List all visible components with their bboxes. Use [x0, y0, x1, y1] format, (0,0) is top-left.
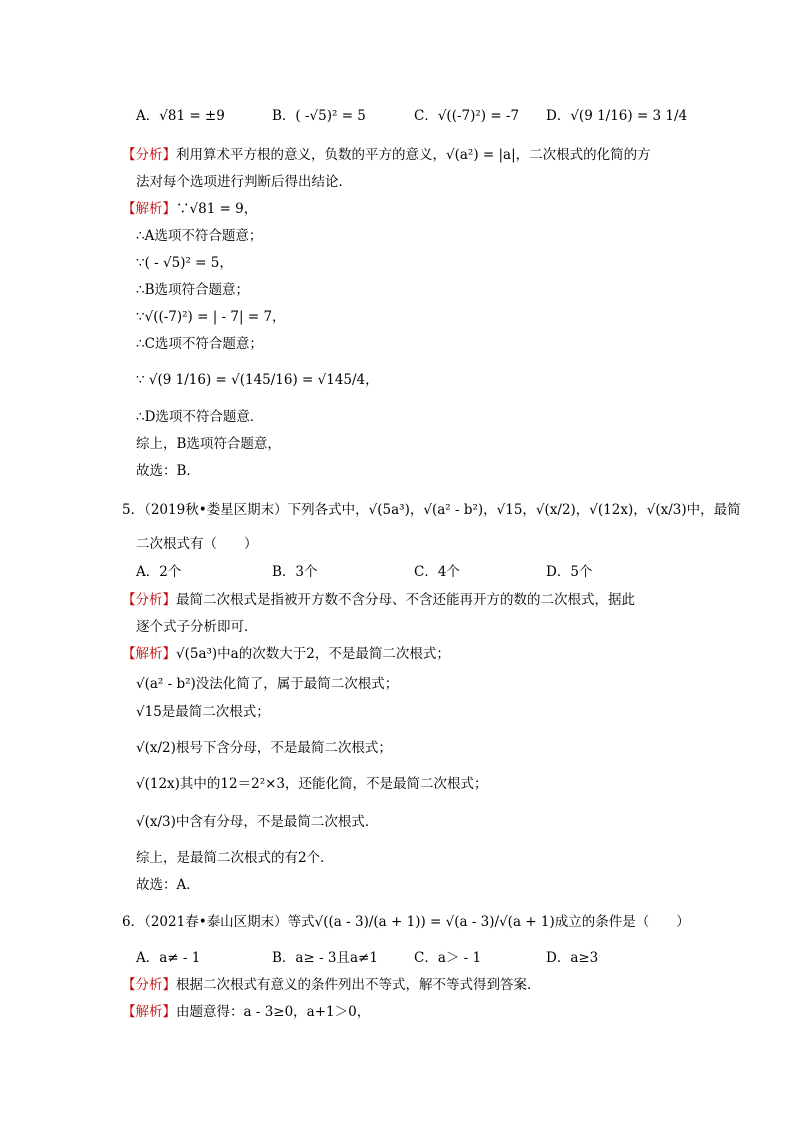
q5-title-line-2: 二次根式有（ ）	[136, 536, 258, 552]
q4-option-c: C．√((-7)²) = -7	[414, 108, 520, 124]
q5-option-b: B．3个	[272, 564, 318, 580]
q4-option-b: B．( -√5)² = 5	[272, 108, 366, 124]
q5-step-6: 综上，是最简二次根式的有2个．	[136, 850, 334, 866]
q4-step-3: ∴B选项符合题意；	[136, 282, 250, 298]
q4-option-d: D．√(9 1/16) = 3 1/4	[546, 108, 688, 124]
q5-step-7: 故选：A．	[136, 877, 200, 893]
q5-title-line-1: 5．（2019秋•娄星区期末）下列各式中，√(5a³)，√(a² - b²)，√15，√(x/2)，√(12x)，√(x/3)中，最简	[122, 502, 741, 518]
q4-step-5: ∴C选项不符合题意；	[136, 336, 263, 352]
q6-solution-line-1: 【解析】由题意得：a - 3≥0，a+1＞0，	[122, 1004, 371, 1020]
q6-option-c: C．a＞ - 1	[414, 950, 482, 966]
q5-step-2: √15是最简二次根式；	[136, 704, 270, 720]
q4-step-7: ∴D选项不符合题意．	[136, 409, 264, 425]
q5-option-c: C．4个	[414, 564, 460, 580]
q5-analysis-line-1: 【分析】最简二次根式是指被开方数不含分母、不含还能再开方的数的二次根式，据此	[122, 592, 635, 608]
q4-solution-line-1: 【解析】∵√81 = 9，	[122, 201, 258, 217]
q6-title: 6．（2021春•泰山区期末）等式√((a - 3)/(a + 1)) = √(a - 3)/√(a + 1)成立的条件是（ ）	[122, 914, 690, 930]
q5-solution-line-1: 【解析】√(5a³)中a的次数大于2，不是最简二次根式；	[122, 646, 450, 662]
q4-step-6: ∵ √(9 1/16) = √(145/16) = √145/4，	[136, 372, 379, 388]
q6-option-a: A．a≠ - 1	[136, 950, 201, 966]
q5-step-3: √(x/2)根号下含分母，不是最简二次根式；	[136, 740, 392, 756]
q4-step-2: ∵( - √5)² = 5，	[136, 255, 233, 271]
q6-option-b: B．a≥ - 3且a≠1	[272, 950, 378, 966]
q5-step-5: √(x/3)中含有分母，不是最简二次根式．	[136, 814, 379, 830]
q6-option-d: D．a≥3	[546, 950, 599, 966]
q5-step-4: √(12x)其中的12＝2²×3，还能化简，不是最简二次根式；	[136, 776, 488, 792]
q5-analysis-line-2: 逐个式子分析即可．	[136, 619, 258, 635]
q4-option-a: A．√81 = ±9	[136, 108, 225, 124]
q4-step-8: 综上，B选项符合题意，	[136, 436, 281, 452]
q4-step-9: 故选：B．	[136, 463, 200, 479]
q6-analysis-line-1: 【分析】根据二次根式有意义的条件列出不等式，解不等式得到答案．	[122, 977, 541, 993]
q4-analysis-line-2: 法对每个选项进行判断后得出结论．	[136, 174, 352, 190]
q5-step-1: √(a² - b²)没法化简了，属于最简二次根式；	[136, 676, 399, 692]
q4-step-4: ∵√((-7)²) = | - 7| = 7，	[136, 309, 286, 325]
q5-option-d: D．5个	[546, 564, 593, 580]
q4-step-1: ∴A选项不符合题意；	[136, 228, 263, 244]
q5-option-a: A．2个	[136, 564, 182, 580]
q4-analysis-line-1: 【分析】利用算术平方根的意义，负数的平方的意义，√(a²) = |a|，二次根式的化简的方	[122, 147, 651, 163]
